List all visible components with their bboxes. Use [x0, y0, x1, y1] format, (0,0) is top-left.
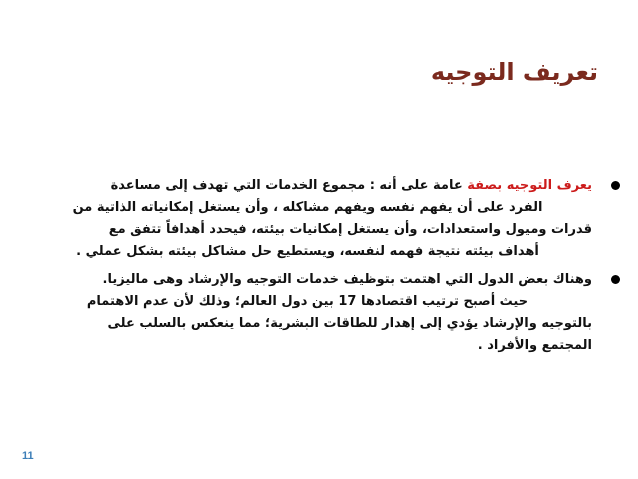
text-line: وهناك بعض الدول التي اهتمت بتوظيف خدمات التوجيه والإرشاد وهى ماليزيا. — [102, 272, 592, 287]
slide-content — [23, 175, 628, 363]
text-line: أهداف بيئته نتيجة فهمه لنفسه، ويستطيع حل مشاكل بيئته بشكل عملي . — [76, 244, 539, 259]
text-line: الفرد على أن يفهم نفسه ويفهم مشاكله ، وأن يستغل إمكانياته الذاتية من — [72, 200, 543, 215]
slide-title: تعريف التوجيه — [430, 58, 598, 86]
line-text: عامة على أنه : مجموع الخدمات التي تهدف إلى مساعدة — [110, 178, 468, 193]
text-line: بالتوجيه والإرشاد يؤدي إلى إهدار للطاقات البشرية؛ مما ينعكس بالسلب على — [107, 316, 592, 331]
text-line: قدرات وميول واستعدادات، وأن يستغل إمكانيات بيئته، فيحدد أهدافاً تتفق مع — [108, 222, 592, 237]
bullet-icon — [611, 275, 620, 284]
text-line: حيث أصبح ترتيب اقتصادها 17 بين دول العالم؛ وذلك لأن عدم الاهتمام — [86, 294, 529, 309]
bullet-item-malaysia — [23, 269, 628, 357]
text-line — [23, 175, 592, 197]
bullet-item-definition — [23, 175, 628, 263]
highlighted-term: يعرف التوجيه بصفة — [467, 178, 592, 193]
bullet-icon — [611, 181, 620, 190]
text-line: المجتمع والأفراد . — [477, 338, 592, 353]
page-number: 11 — [22, 450, 34, 462]
